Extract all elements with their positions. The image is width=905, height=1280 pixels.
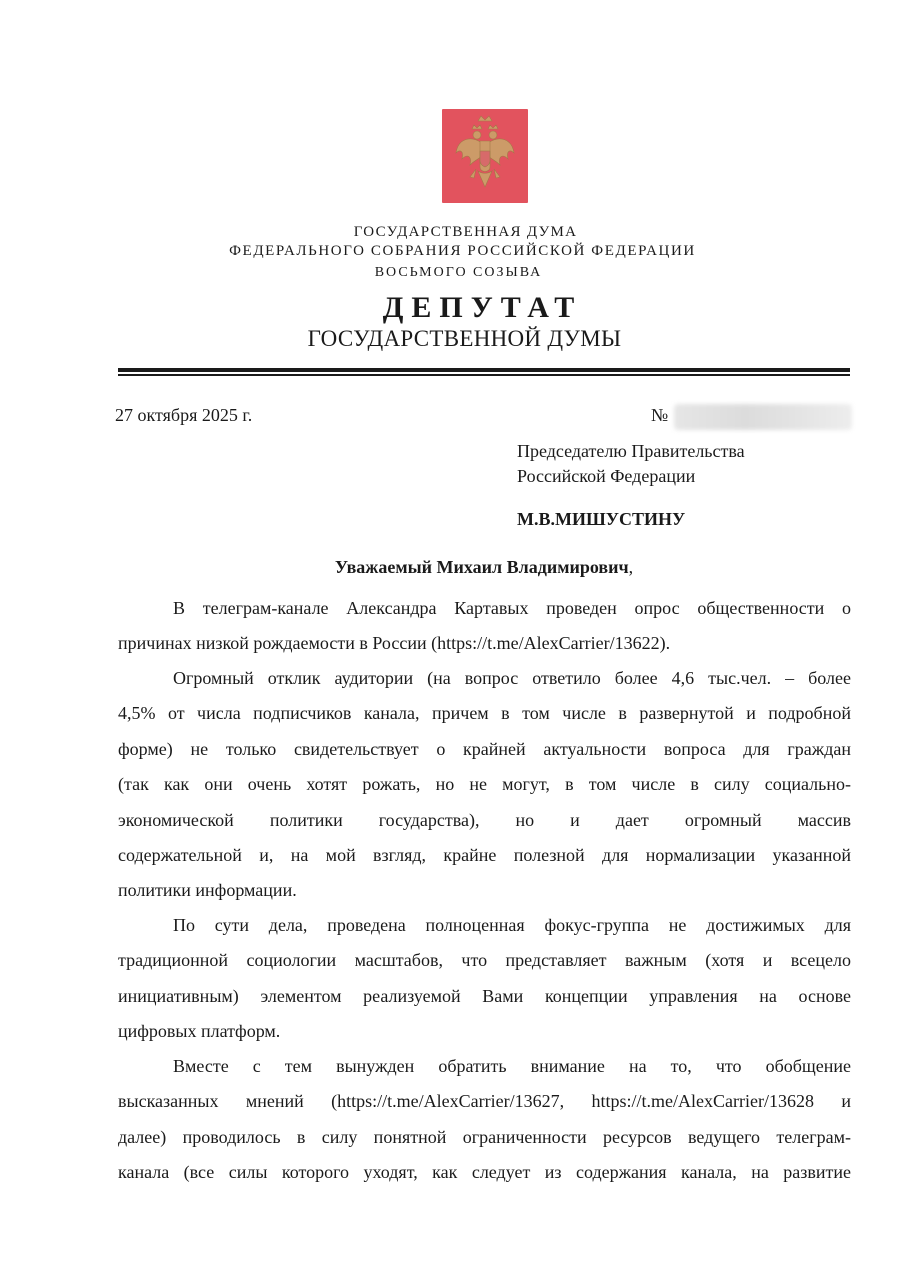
paragraph-line: высказанных мнений (https://t.me/AlexCarrier/13627, https://t.me/AlexCarrier/13628 и	[118, 1091, 851, 1112]
body-paragraph	[118, 908, 851, 1050]
paragraph-line: (так как они очень хотят рожать, но не могут, в том числе в силу социально-	[118, 774, 851, 795]
paragraph-line: экономической политики государства), но и дает огромный массив	[118, 809, 851, 830]
header-divider-thick	[118, 368, 850, 372]
paragraph-line: инициативным) элементом реализуемой Вами концепции управления на основе	[118, 985, 851, 1006]
addressee-line: Российской Федерации	[517, 466, 696, 486]
paragraph-line: 4,5% от числа подписчиков канала, причем в том числе в развернутой и подробной	[118, 703, 851, 724]
paragraph-line: далее) проводилось в силу понятной ограниченности ресурсов ведущего телеграм-	[118, 1126, 851, 1147]
addressee-name: М.В.МИШУСТИНУ	[517, 509, 686, 529]
letter-date: 27 октября 2025 г.	[115, 405, 253, 425]
addressee-line: Председателю Правительства	[517, 441, 745, 461]
addressee-block	[517, 439, 745, 489]
header-line-federal-assembly: ФЕДЕРАЛЬНОГО СОБРАНИЯ РОССИЙСКОЙ ФЕДЕРАЦИИ	[229, 243, 696, 259]
paragraph-line: причинах низкой рождаемости в России (https://t.me/AlexCarrier/13622).	[118, 633, 671, 654]
body-paragraph	[118, 1049, 851, 1191]
paragraph-line: содержательной и, на мой взгляд, крайне полезной для нормализации указанной	[118, 845, 851, 866]
salutation	[0, 557, 905, 578]
paragraph-line: В телеграм-канале Александра Картавых проведен опрос общественности о	[173, 598, 851, 618]
paragraph-line: По сути дела, проведена полноценная фокус-группа не достижимых для	[173, 915, 851, 935]
body-paragraph	[118, 591, 851, 662]
paragraph-line: Огромный отклик аудитории (на вопрос ответило более 4,6 тыс.чел. – более	[173, 668, 851, 688]
paragraph-line: политики информации.	[118, 880, 297, 901]
body-paragraph	[118, 661, 851, 909]
paragraph-line: форме) не только свидетельствует о крайней актуальности вопроса для граждан	[118, 738, 851, 759]
header-line-convocation: ВОСЬМОГО СОЗЫВА	[374, 265, 543, 280]
paragraph-line: традиционной социологии масштабов, что представляет важным (хотя и всецело	[118, 950, 851, 971]
letterhead-title: ДЕПУТАТ	[382, 291, 583, 324]
paragraph-line: цифровых платформ.	[118, 1021, 281, 1042]
redacted-number	[674, 404, 852, 430]
header-divider-thin	[118, 374, 850, 376]
outgoing-number-label: №	[651, 405, 669, 425]
letterhead-subtitle: ГОСУДАРСТВЕННОЙ ДУМЫ	[307, 326, 622, 351]
russian-coat-of-arms-icon	[442, 109, 528, 203]
salutation-text: Уважаемый Михаил Владимирович	[334, 557, 629, 577]
salutation-punct: ,	[628, 557, 634, 577]
header-line-duma: ГОСУДАРСТВЕННАЯ ДУМА	[353, 224, 578, 240]
paragraph-line: канала (все силы которого уходят, как следует из содержания канала, на развитие	[118, 1162, 851, 1183]
paragraph-line: Вместе с тем вынужден обратить внимание на то, что обобщение	[173, 1056, 851, 1076]
